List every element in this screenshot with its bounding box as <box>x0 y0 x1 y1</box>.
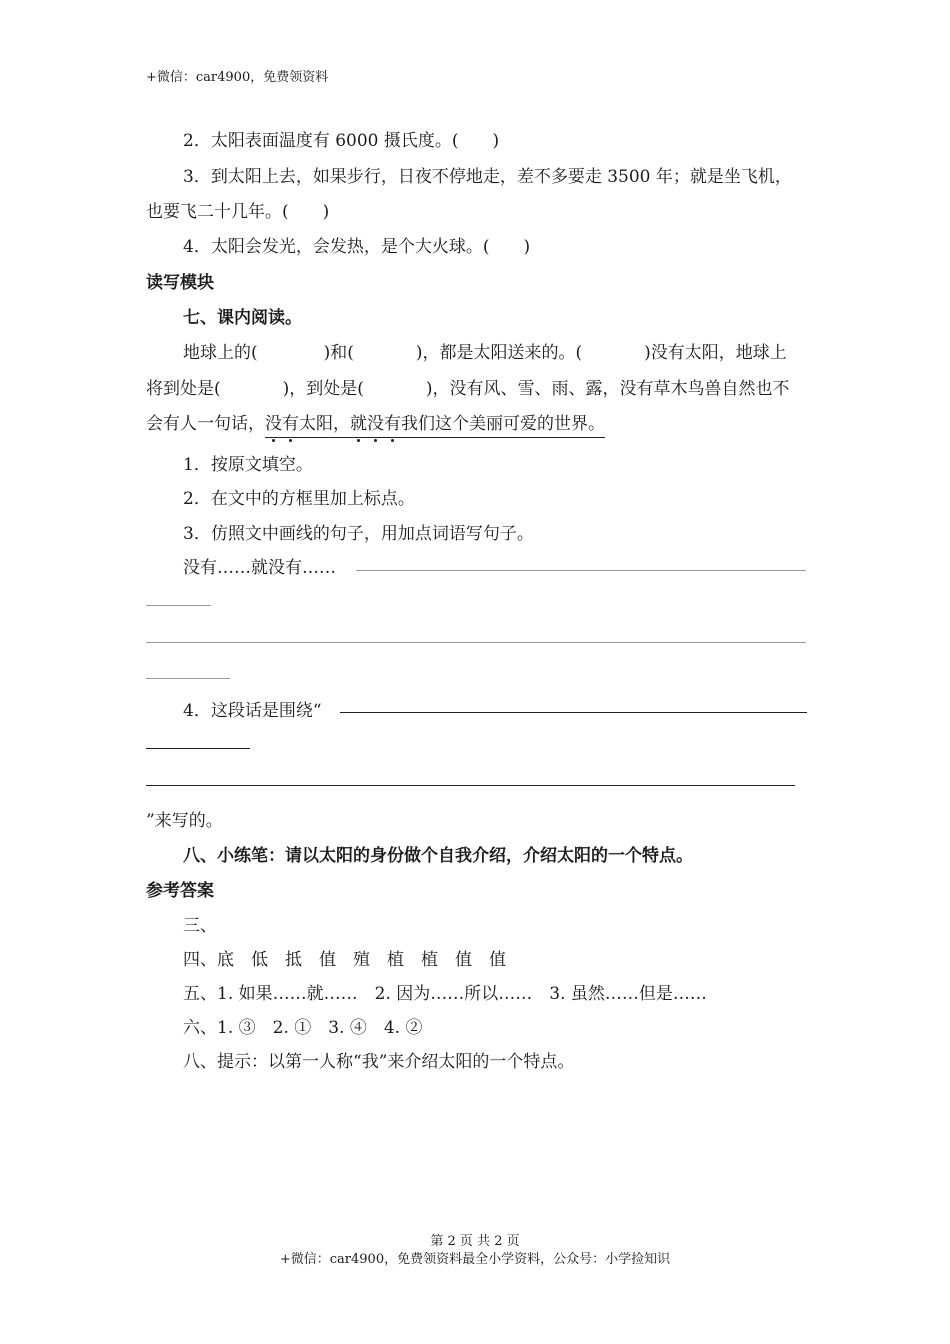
passage-line-2 <box>146 374 790 399</box>
passage-text: 将到处是( <box>146 379 221 399</box>
task-2: 2．在文中的方框里加上标点。 <box>183 489 415 509</box>
footer-note: +微信：car4900，免费领资料最全小学资料，公众号：小学捡知识 <box>279 1252 671 1267</box>
passage-text: )，到处是( <box>282 379 364 399</box>
header-note: +微信：car4900，免费领资料 <box>146 70 329 85</box>
section-eight-title: 八、小练笔：请以太阳的身份做个自我介绍，介绍太阳的一个特点。 <box>183 846 693 866</box>
dotted-word: 有 <box>282 414 299 434</box>
task-3: 3．仿照文中画线的句子，用加点词语写句子。 <box>183 524 534 544</box>
dotted-word: 没 <box>367 414 384 434</box>
task-1: 1．按原文填空。 <box>183 455 313 475</box>
answer-line[interactable] <box>146 605 211 606</box>
question-3-line2: 也要飞二十几年。( ) <box>146 202 330 222</box>
task-4-start: 4．这段话是围绕“ <box>183 701 322 721</box>
passage-text: )没有太阳，地球上 <box>644 343 787 363</box>
answer-5: 五、1. 如果……就…… 2. 因为……所以…… 3. 虽然……但是…… <box>183 984 707 1004</box>
underlined-text: 太阳， <box>299 414 350 434</box>
answer-3: 三、 <box>183 916 217 936</box>
footer-page-number: 第 2 页 共 2 页 <box>430 1234 520 1249</box>
question-2: 2．太阳表面温度有 6000 摄氏度。( ) <box>183 131 500 151</box>
section-readwrite-title: 读写模块 <box>146 273 214 293</box>
answer-6: 六、1. ③ 2. ① 3. ④ 4. ② <box>183 1018 423 1038</box>
underlined-sentence <box>265 414 605 438</box>
passage-line-1 <box>183 338 787 363</box>
answer-line[interactable] <box>356 570 806 571</box>
dotted-word: 就 <box>350 414 367 434</box>
dotted-word: 有 <box>384 414 401 434</box>
task-4-end: ”来写的。 <box>146 811 223 831</box>
passage-text: 会有人一句话， <box>146 414 265 434</box>
answer-line[interactable] <box>146 785 795 786</box>
answer-line[interactable] <box>146 642 806 643</box>
passage-text: )，没有风、雪、雨、露，没有草木鸟兽自然也不 <box>425 379 790 399</box>
question-4: 4．太阳会发光，会发热，是个大火球。( ) <box>183 237 531 257</box>
underlined-text: 我们这个美丽可爱的世界。 <box>401 414 605 434</box>
passage-line-3 <box>146 409 605 434</box>
answer-8: 八、提示：以第一人称“我”来介绍太阳的一个特点。 <box>183 1052 575 1072</box>
question-3-line1: 3．到太阳上去，如果步行，日夜不停地走，差不多要走 3500 年；就是坐飞机， <box>183 167 792 187</box>
answer-line[interactable] <box>340 712 807 713</box>
answers-title: 参考答案 <box>146 881 214 901</box>
passage-text: )，都是太阳送来的。( <box>415 343 583 363</box>
dotted-word: 没 <box>265 414 282 434</box>
answer-4: 四、底 低 抵 值 殖 植 植 值 值 <box>183 950 506 970</box>
answer-line[interactable] <box>146 678 230 679</box>
passage-text: 地球上的( <box>183 343 258 363</box>
section-seven-title: 七、课内阅读。 <box>183 308 302 328</box>
task-3-prompt: 没有……就没有…… <box>183 558 336 578</box>
passage-text: )和( <box>323 343 354 363</box>
answer-line[interactable] <box>146 748 250 749</box>
